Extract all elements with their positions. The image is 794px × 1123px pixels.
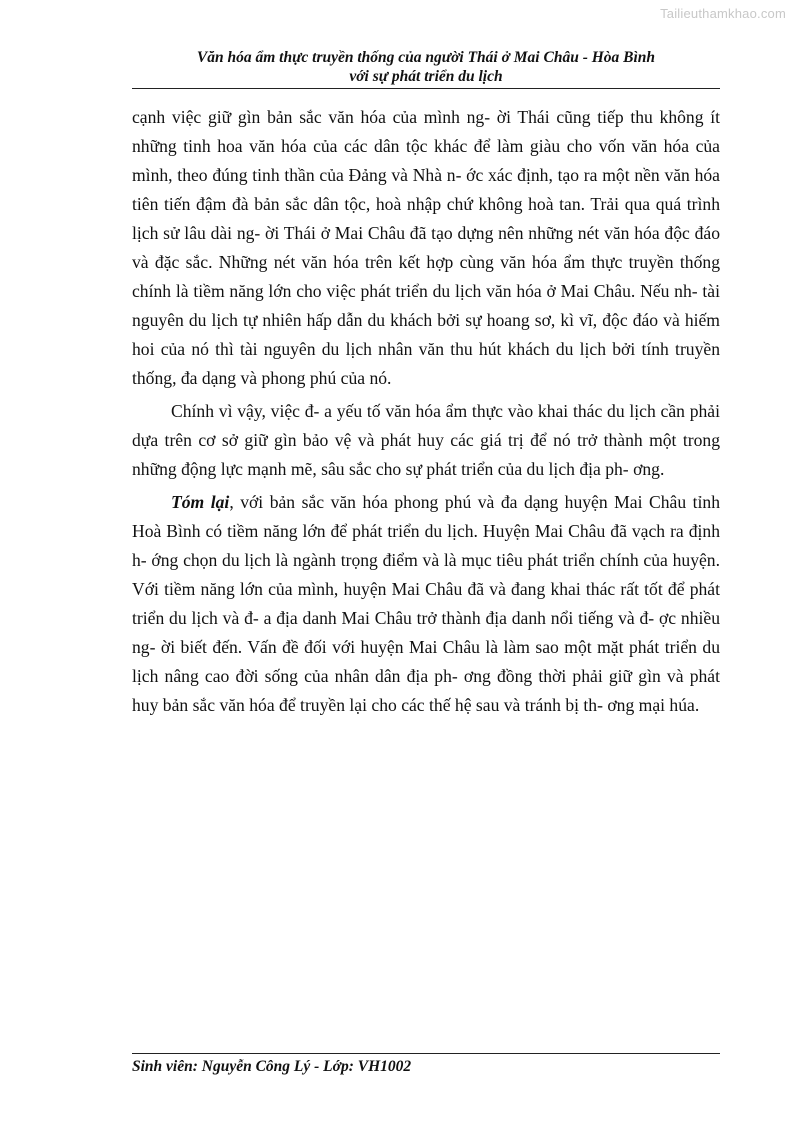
footer-divider (132, 1053, 720, 1054)
header-title-line-1: Văn hóa ẩm thực truyền thống của người Thái ở Mai Châu - Hòa Bình (196, 49, 656, 66)
running-footer: Sinh viên: Nguyễn Công Lý - Lớp: VH1002 (132, 1058, 412, 1075)
summary-lead-term: Tóm lại (171, 492, 230, 512)
paragraph-continuation (132, 103, 720, 393)
header-title-line-2: với sự phát triển du lịch (349, 68, 503, 85)
header-divider (132, 88, 720, 89)
paragraph-text: cạnh việc giữ gìn bản sắc văn hóa của mình ng- ời Thái cũng tiếp thu không ít những tinh hoa văn hóa của các dân tộc khác để làm giàu cho vốn văn hóa của mình, theo đúng tinh thần của Đảng và Nhà n- ớc xác định, tạo ra một nền văn hóa tiên tiến đậm đà bản sắc dân tộc, hoà nhập chứ không hoà tan. Trải qua quá trình lịch sử lâu dài ng- ời Thái ở Mai Châu đã tạo dựng nên những nét văn hóa độc đáo và đặc sắc. Những nét văn hóa trên kết hợp cùng văn hóa ẩm thực truyền thống chính là tiềm năng lớn cho việc phát triển du lịch văn hóa ở Mai Châu. Nếu nh- tài nguyên du lịch tự nhiên hấp dẫn du khách bởi sự hoang sơ, kì vĩ, độc đáo và hiếm hoi của nó thì tài nguyên du lịch nhân văn thu hút khách du lịch bởi tính truyền thống, đa dạng và phong phú của nó. (132, 107, 720, 388)
paragraph-text: , với bản sắc văn hóa phong phú và đa dạng huyện Mai Châu tỉnh Hoà Bình có tiềm năng lớn để phát triển du lịch. Huyện Mai Châu đã vạch ra định h- ớng chọn du lịch là ngành trọng điểm và là mục tiêu phát triển chính của huyện. Với tiềm năng lớn của mình, huyện Mai Châu đã và đang khai thác rất tốt để phát triển du lịch và đ- a địa danh Mai Châu trở thành địa danh nổi tiếng và đ- ợc nhiều ng- ời biết đến. Vấn đề đối với huyện Mai Châu là làm sao một mặt phát triển du lịch nâng cao đời sống của nhân dân địa ph- ơng đồng thời phải giữ gìn và phát huy bản sắc văn hóa để truyền lại cho các thế hệ sau và tránh bị th- ơng mại húa. (132, 492, 720, 715)
document-body (132, 103, 720, 720)
paragraph-summary (132, 488, 720, 720)
paragraph-text: Chính vì vậy, việc đ- a yếu tố văn hóa ẩm thực vào khai thác du lịch cần phải dựa trên cơ sở giữ gìn bảo vệ và phát huy các giá trị để nó trở thành một trong những động lực mạnh mẽ, sâu sắc cho sự phát triển của du lịch địa ph- ơng. (132, 401, 720, 479)
paragraph (132, 397, 720, 484)
running-header (132, 48, 720, 86)
watermark: Tailieuthamkhao.com (660, 6, 786, 21)
